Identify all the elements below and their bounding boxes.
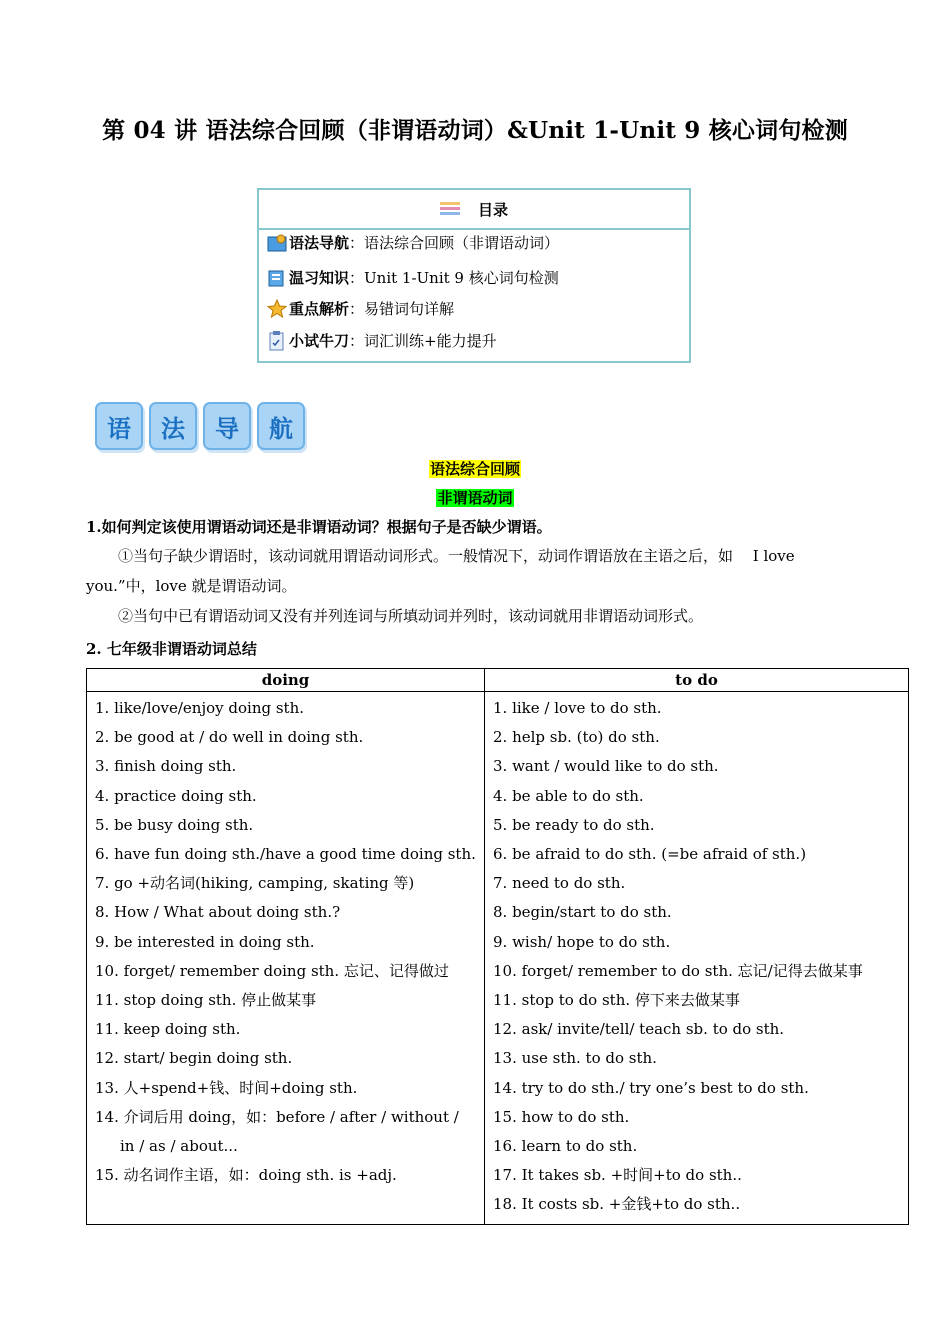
list-item: 5. be busy doing sth. — [95, 815, 254, 834]
list-item: 7. go +动名词(hiking, camping, skating 等) — [95, 874, 415, 893]
toc-header — [259, 190, 689, 230]
banner-tile: 语 — [95, 402, 143, 450]
list-item: 1. like / love to do sth. — [493, 699, 662, 717]
list-item: 4. practice doing sth. — [95, 786, 257, 805]
toc-row-practice[interactable]: 小试牛刀 ： 词汇训练+能力提升 — [267, 330, 497, 351]
toc-row-review[interactable]: 温习知识 ： Unit 1-Unit 9 核心词句检测 — [267, 267, 559, 288]
list-item: 3. finish doing sth. — [95, 757, 237, 776]
list-item: 3. want / would like to do sth. — [493, 757, 719, 776]
toc-label: 小试牛刀 — [289, 332, 350, 350]
section-subtitle-row — [0, 487, 950, 508]
list-item: 13. use sth. to do sth. — [493, 1049, 657, 1068]
toc-label: 语法导航 — [289, 234, 350, 252]
star-icon — [267, 299, 289, 319]
list-item: 7. need to do sth. — [493, 874, 626, 893]
section-title-row — [0, 458, 950, 479]
column-header-doing: doing — [87, 669, 485, 692]
section-title: 语法综合回顾 — [429, 460, 520, 478]
toc-label: 温习知识 — [289, 269, 350, 287]
list-item: 2. help sb. (to) do sth. — [493, 728, 660, 747]
toc-text: 易错词句详解 — [364, 300, 455, 318]
toc-label: 重点解析 — [289, 300, 350, 318]
section-subtitle: 非谓语动词 — [437, 489, 513, 507]
toc-text: Unit 1-Unit 9 核心词句检测 — [364, 269, 559, 287]
table-of-contents — [257, 188, 691, 363]
list-item: 2. be good at / do well in doing sth. — [95, 728, 364, 747]
list-item: 9. wish/ hope to do sth. — [493, 932, 671, 951]
list-item: 12. start/ begin doing sth. — [95, 1049, 293, 1068]
list-item: 8. begin/start to do sth. — [493, 903, 672, 922]
column-header-to-do: to do — [485, 669, 909, 692]
banner-tile: 航 — [257, 402, 305, 450]
toc-text: 词汇训练+能力提升 — [364, 332, 497, 350]
doing-list — [87, 692, 484, 1194]
nonfinite-verb-table — [86, 668, 909, 1225]
toc-heading: 目录 — [477, 200, 508, 219]
list-item: 5. be ready to do sth. — [493, 815, 655, 834]
list-item: 14. try to do sth./ try one’s best to do sth. — [493, 1078, 809, 1097]
question-1-heading: 1.如何判定该使用谓语动词还是非谓语动词？根据句子是否缺少谓语。 — [86, 518, 552, 536]
list-item: 11. stop doing sth. 停止做某事 — [95, 991, 317, 1010]
question-2-heading: 2. 七年级非谓语动词总结 — [86, 640, 257, 658]
question-1-paragraph-1: ①当句子缺少谓语时，该动词就用谓语动词形式。一般情况下，动词作谓语放在主语之后，如 I love you.”中，love 就是谓语动词。 — [86, 547, 795, 595]
list-item: 6. be afraid to do sth. (=be afraid of sth.) — [493, 845, 807, 864]
list-item: 13. 人+spend+钱、时间+doing sth. — [95, 1078, 358, 1097]
list-item: 16. learn to do sth. — [493, 1137, 638, 1156]
book-icon — [267, 268, 289, 288]
list-item: 15. how to do sth. — [493, 1107, 630, 1126]
clipboard-icon — [267, 331, 289, 351]
toc-row-grammar[interactable]: 语法导航 ： 语法综合回顾（非谓语动词） — [267, 232, 559, 253]
list-item: 15. 动名词作主语，如：doing sth. is +adj. — [95, 1165, 397, 1184]
question-1-paragraph-2: ②当句中已有谓语动词又没有并列连词与所填动词并列时，该动词就用非谓语动词形式。 — [118, 607, 704, 625]
list-icon — [440, 202, 460, 216]
grammar-nav-banner — [95, 402, 305, 450]
list-item: 10. forget/ remember to do sth. 忘记/记得去做某事 — [493, 961, 863, 980]
list-item: 8. How / What about doing sth.? — [95, 903, 341, 922]
list-item: 14. 介词后用 doing，如：before / after / without / in / as / about... — [95, 1107, 459, 1155]
banner-tile: 导 — [203, 402, 251, 450]
page-title: 第 04 讲 语法综合回顾（非谓语动词）&Unit 1-Unit 9 核心词句检测 — [102, 117, 848, 144]
list-item: 11. stop to do sth. 停下来去做某事 — [493, 991, 740, 1010]
list-item: 11. keep doing sth. — [95, 1020, 241, 1039]
list-item: 18. It costs sb. +金钱+to do sth.. — [493, 1195, 741, 1214]
toc-text: 语法综合回顾（非谓语动词） — [364, 234, 560, 252]
list-item: 4. be able to do sth. — [493, 786, 644, 805]
list-item: 10. forget/ remember doing sth. 忘记、记得做过 — [95, 961, 449, 980]
list-item: 17. It takes sb. +时间+to do sth.. — [493, 1166, 742, 1185]
to-do-list — [485, 692, 908, 1224]
list-item: 12. ask/ invite/tell/ teach sb. to do sth. — [493, 1020, 785, 1039]
list-item: 9. be interested in doing sth. — [95, 932, 315, 951]
list-item: 6. have fun doing sth./have a good time doing sth. — [95, 845, 476, 864]
list-item: 1. like/love/enjoy doing sth. — [95, 699, 305, 717]
map-book-icon — [267, 233, 289, 253]
toc-row-analysis[interactable]: 重点解析 ： 易错词句详解 — [267, 298, 454, 319]
banner-tile: 法 — [149, 402, 197, 450]
